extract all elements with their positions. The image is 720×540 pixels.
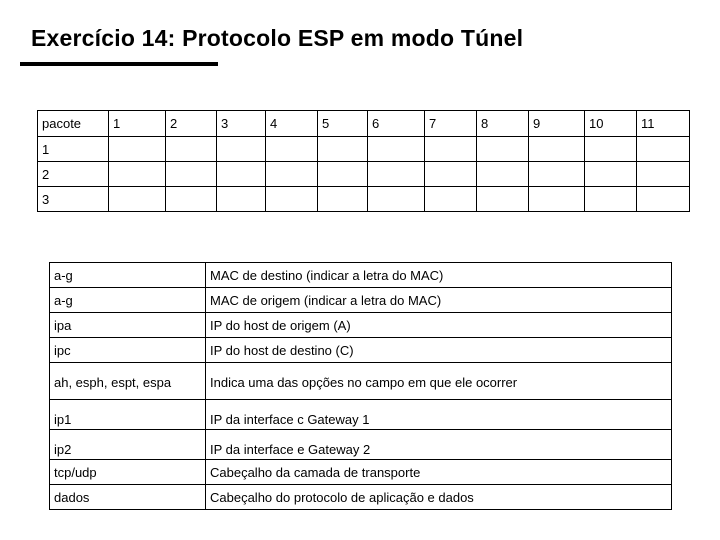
legend-key: tcp/udp [50, 460, 206, 485]
packet-cell[interactable] [425, 137, 477, 162]
packet-row [38, 137, 690, 162]
legend-key: ipa [50, 313, 206, 338]
legend-row [50, 363, 672, 400]
header-cell: 2 [166, 111, 217, 137]
packet-cell[interactable] [217, 162, 266, 187]
title-underline [20, 62, 218, 66]
packet-row [38, 187, 690, 212]
packet-cell[interactable] [109, 187, 166, 212]
packet-cell[interactable] [217, 137, 266, 162]
legend-row [50, 288, 672, 313]
legend-key: ipc [50, 338, 206, 363]
legend-key: ah, esph, espt, espa [50, 363, 206, 400]
packet-row [38, 162, 690, 187]
header-cell: 1 [109, 111, 166, 137]
packet-cell[interactable] [368, 137, 425, 162]
packet-cell[interactable] [529, 187, 585, 212]
legend-desc: Cabeçalho do protocolo de aplicação e dados [206, 485, 672, 510]
packet-cell[interactable] [166, 187, 217, 212]
legend-key: dados [50, 485, 206, 510]
legend-desc: IP do host de origem (A) [206, 313, 672, 338]
header-cell: 4 [266, 111, 318, 137]
packet-cell[interactable] [318, 162, 368, 187]
legend-row [50, 338, 672, 363]
header-cell: 9 [529, 111, 585, 137]
packet-cell[interactable] [266, 162, 318, 187]
packet-cell[interactable] [477, 187, 529, 212]
legend-desc: Cabeçalho da camada de transporte [206, 460, 672, 485]
legend-key: a-g [50, 288, 206, 313]
packet-cell[interactable] [585, 187, 637, 212]
packet-cell[interactable] [637, 187, 690, 212]
legend-row [50, 313, 672, 338]
packet-cell[interactable] [109, 162, 166, 187]
legend-desc: IP da interface e Gateway 2 [206, 430, 672, 460]
packet-cell[interactable] [585, 137, 637, 162]
packet-cell[interactable] [166, 137, 217, 162]
packet-header-row [38, 111, 690, 137]
packet-cell[interactable] [529, 137, 585, 162]
packet-cell[interactable] [109, 137, 166, 162]
header-cell: 5 [318, 111, 368, 137]
legend-table [49, 262, 672, 510]
packet-cell[interactable] [368, 187, 425, 212]
legend-key: ip2 [50, 430, 206, 460]
packet-cell[interactable] [266, 187, 318, 212]
packet-cell[interactable] [166, 162, 217, 187]
legend-desc: MAC de origem (indicar a letra do MAC) [206, 288, 672, 313]
row-label: 3 [38, 187, 109, 212]
packet-cell[interactable] [637, 162, 690, 187]
packet-cell[interactable] [318, 137, 368, 162]
packet-cell[interactable] [318, 187, 368, 212]
legend-row [50, 263, 672, 288]
legend-desc: IP do host de destino (C) [206, 338, 672, 363]
packet-cell[interactable] [585, 162, 637, 187]
header-cell: 8 [477, 111, 529, 137]
packet-cell[interactable] [637, 137, 690, 162]
legend-row [50, 400, 672, 430]
row-label: 2 [38, 162, 109, 187]
header-cell: 6 [368, 111, 425, 137]
packet-cell[interactable] [477, 137, 529, 162]
packet-cell[interactable] [529, 162, 585, 187]
legend-row [50, 485, 672, 510]
header-cell: 7 [425, 111, 477, 137]
header-cell: pacote [38, 111, 109, 137]
legend-desc: MAC de destino (indicar a letra do MAC) [206, 263, 672, 288]
packet-cell[interactable] [217, 187, 266, 212]
packet-cell[interactable] [425, 187, 477, 212]
packet-cell[interactable] [368, 162, 425, 187]
legend-desc: Indica uma das opções no campo em que ele ocorrer [206, 363, 672, 400]
packet-cell[interactable] [425, 162, 477, 187]
packet-cell[interactable] [266, 137, 318, 162]
legend-row [50, 430, 672, 460]
header-cell: 3 [217, 111, 266, 137]
header-cell: 10 [585, 111, 637, 137]
legend-row [50, 460, 672, 485]
header-cell: 11 [637, 111, 690, 137]
page-title: Exercício 14: Protocolo ESP em modo Túnel [31, 25, 524, 51]
row-label: 1 [38, 137, 109, 162]
legend-key: ip1 [50, 400, 206, 430]
legend-desc: IP da interface c Gateway 1 [206, 400, 672, 430]
packet-cell[interactable] [477, 162, 529, 187]
packet-table [37, 110, 690, 212]
legend-key: a-g [50, 263, 206, 288]
